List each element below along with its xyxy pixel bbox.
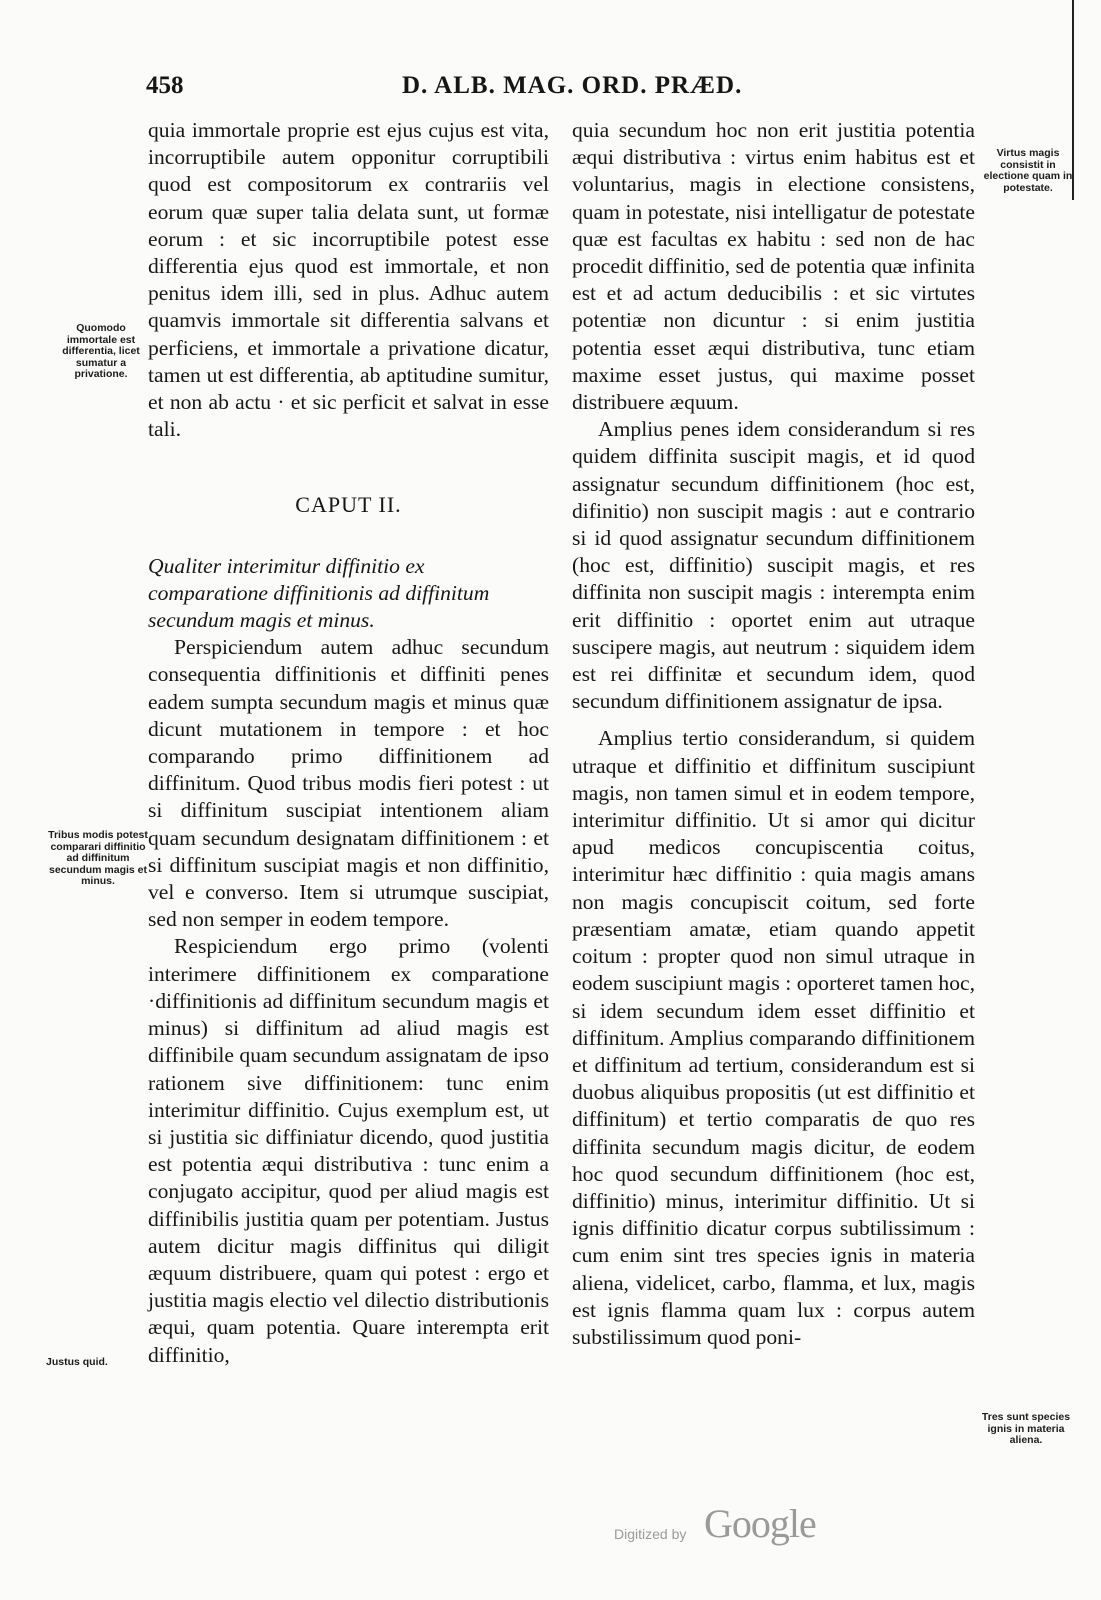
margin-note-virtus: Virtus magis consistit in electione quam in potestate. <box>983 147 1073 194</box>
chapter-title: CAPUT II. <box>295 492 402 518</box>
left-paragraph-2: Perspiciendum autem adhuc secundum consequentia diffinitionis et diffiniti penes eadem sumpta secundum magis et minus quæ dicunt mutationem in tempore : et hoc comparando primo diffinitionem ad diffinitum. Quod tribus modis fieri potest : ut si diffinitum suscipiat intentionem aliam quam secundum designatam diffinitionem : et si diffinitum suscipiat magis et non diffinitio, vel e converso. Item si utrumque suscipiat, sed non semper in eodem tempore. <box>148 635 549 932</box>
left-paragraph-1: quia immortale proprie est ejus cujus est vita, incorruptibile autem opponitur corruptibili quod est compositorum ex contrariis vel eorum quæ super talia delata sunt, ut formæ eorum : et sic incorruptibile potest esse differentia ejus quod est immortale, et non penitus idem illi, sed in plus. Adhuc autem quamvis immortale sit differentia salvans et perficiens, et immortale a privatione dicatur, tamen ut est differentia, ab aptitudine sumitur, et non ab actu · et sic perficit et salvat in esse tali. <box>148 118 549 442</box>
paragraph-gap <box>572 715 975 725</box>
page-header <box>0 72 1101 108</box>
google-logo: Google <box>704 1501 816 1546</box>
digitized-watermark <box>614 1500 854 1560</box>
margin-note-tres-species: Tres sunt species ignis in materia aliena. <box>981 1411 1071 1446</box>
left-column <box>148 117 549 1369</box>
page-number: 458 <box>146 72 184 99</box>
right-column <box>572 117 975 1351</box>
chapter-subtitle: Qualiter interimitur diffinitio ex comparatione diffinitionis ad diffinitum secundum magis et minus. <box>148 553 490 633</box>
left-paragraph-3: Respiciendum ergo primo (volenti interimere diffinitionem ex comparatione ·diffinitionis ad diffinitum secundum magis et minus) si diffinitum ad aliud magis est diffinibile quam secundum assignatam de ipso rationem sive diffinitionem: tunc enim interimitur diffinitio. Cujus exemplum est, ut si justitia sic diffiniatur dicendo, quod justitia est potentia æqui distributiva : tunc enim a conjugato accipitur, quod per aliud magis est diffinibilis justitia quam per potentiam. Justus autem dicitur magis diffinitus qui diligit æquum distribuere, quam qui potest : ergo et justitia magis electio vel dilectio distributionis æqui, quam potentia. Quare interempta erit diffinitio, <box>148 934 549 1367</box>
running-title: D. ALB. MAG. ORD. PRÆD. <box>402 72 743 99</box>
digitized-label: Digitized by <box>614 1526 687 1542</box>
margin-note-immortale: Quomodo immortale est differentia, licet sumatur a privatione. <box>62 322 140 380</box>
margin-note-tribus-modis: Tribus modis potest comparari diffinitio ad diffinitum secundum magis et minus. <box>48 829 148 887</box>
right-paragraph-1: quia secundum hoc non erit justitia potentia æqui distributiva : virtus enim habitus est et voluntarius, magis in electione consistens, quam in potestate, nisi intelligatur de potestate quæ est facultas ex habitu : sed non de hac procedit diffinitio, sed de potentia quæ infinita est et ad actum deducibilis : et sic virtutes potentiæ non dicuntur : si enim justitia potentia esset æqui distributiva, tunc etiam maxime esset justus, qui maxime posset distribuere æquum. <box>572 118 975 415</box>
right-paragraph-2: Amplius penes idem considerandum si res quidem diffinita suscipit magis, et id quod assignatur secundum diffinitionem (hoc est, difinitio) non suscipit magis : aut e contrario si id quod assignatur secundum diffinitionem (hoc est, diffinitio) suscipit magis, et res diffinita non suscipit magis : interempta enim erit diffinitio : oportet enim aut utraque suscipere magis, aut neutrum : siquidem idem est rei diffinitæ et secundum idem, quod secundum diffinitionem assignatur de ipsa. <box>572 417 975 714</box>
right-paragraph-3: Amplius tertio considerandum, si quidem utraque et diffinitio et diffinitum suscipiunt magis, non tamen simul et in eodem tempore, interimitur diffinitio. Ut si amor qui dicitur apud medicos concupiscentia coitus, interimitur hæc diffinitio : quia magis amans non magis concupiscit coitum, sed forte præsentiam amatæ, etiam quando appetit coitum : propter quod non simul utraque in eodem suscipiunt magis : oporteret tamen hoc, si idem secundum idem esset diffinitio et diffinitum. Amplius comparando diffinitionem et diffinitum ad tertium, considerandum est si duobus aliquibus propositis (ut est diffinitio et diffinitum) et tertio comparatis de quo res diffinita secundum magis dicitur, de eodem hoc quod secundum diffinitionem (hoc est, diffinitio) minus, interimitur diffinitio. Ut si ignis diffinitio dicatur corpus subtilissimum : cum enim sint tres species ignis in materia aliena, videlicet, carbo, flamma, et lux, magis est ignis flamma quam lux : corpus autem substilissimum quod poni- <box>572 726 975 1349</box>
margin-note-justus: Justus quid. <box>46 1356 108 1368</box>
